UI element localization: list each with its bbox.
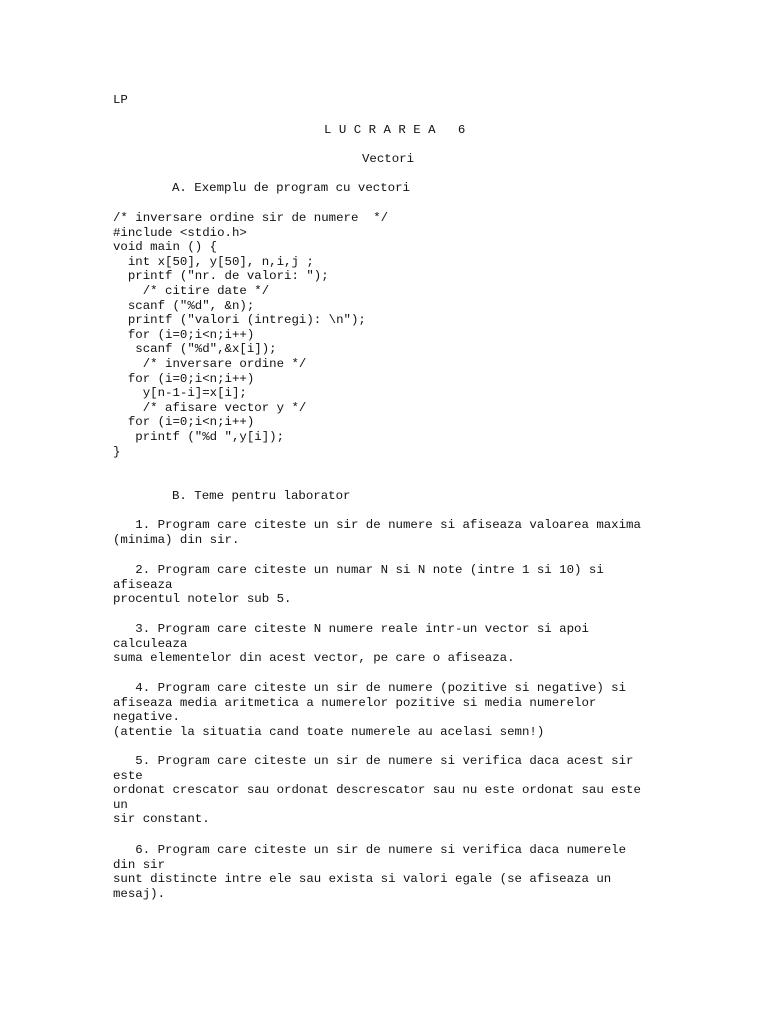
task-item-5: 5. Program care citeste un sir de numere si verifica daca acest sir este ordonat crescator sau ordonat descrescator sau nu este ordonat sau este un sir constant. [113,754,641,827]
code-line: printf ("nr. de valori: "); [113,269,329,284]
code-line: void main () { [113,240,218,255]
code-line: for (i=0;i<n;i++) [113,327,255,342]
code-line: scanf ("%d",&x[i]); [113,342,277,357]
course-label: LP [113,93,128,107]
section-a-heading: A. Exemplu de program cu vectori [172,181,410,195]
code-line: printf ("valori (intregi): \n"); [113,313,366,328]
code-line: for (i=0;i<n;i++) [113,371,255,386]
task-item-6: 6. Program care citeste un sir de numere si verifica daca numerele din sir sunt distincte intre ele sau exista si valori egale (se afiseaza un mesaj). [113,843,627,901]
page-subtitle: Vectori [362,152,415,166]
code-line: #include <stdio.h> [113,225,247,240]
task-item-4: 4. Program care citeste un sir de numere (pozitive si negative) si afiseaza media aritmetica a numerelor pozitive si media numerelor negative. (atentie la situatia cand toate numerele au acelasi semn!) [113,681,627,739]
code-line: int x[50], y[50], n,i,j ; [113,254,314,269]
section-b-heading: B. Teme pentru laborator [172,489,351,503]
code-line: } [113,444,121,459]
code-line: y[n-1-i]=x[i]; [113,386,247,401]
code-line: /* inversare ordine sir de numere */ [113,211,389,225]
page-title: L U C R A R E A 6 [324,123,466,137]
code-line: /* inversare ordine */ [113,356,307,371]
code-line: for (i=0;i<n;i++) [113,415,255,430]
code-line: scanf ("%d", &n); [113,298,255,313]
code-line: /* afisare vector y */ [113,400,307,415]
task-item-2: 2. Program care citeste un numar N si N note (intre 1 si 10) si afiseaza procentul notelor sub 5. [113,563,604,607]
task-item-3: 3. Program care citeste N numere reale intr-un vector si apoi calculeaza suma elementelor din acest vector, pe care o afiseaza. [113,622,589,666]
code-line: /* citire date */ [113,283,270,298]
task-item-1: 1. Program care citeste un sir de numere si afiseaza valoarea maxima (minima) din sir. [113,518,641,547]
code-line: printf ("%d ",y[i]); [113,429,285,444]
code-example [113,211,388,459]
